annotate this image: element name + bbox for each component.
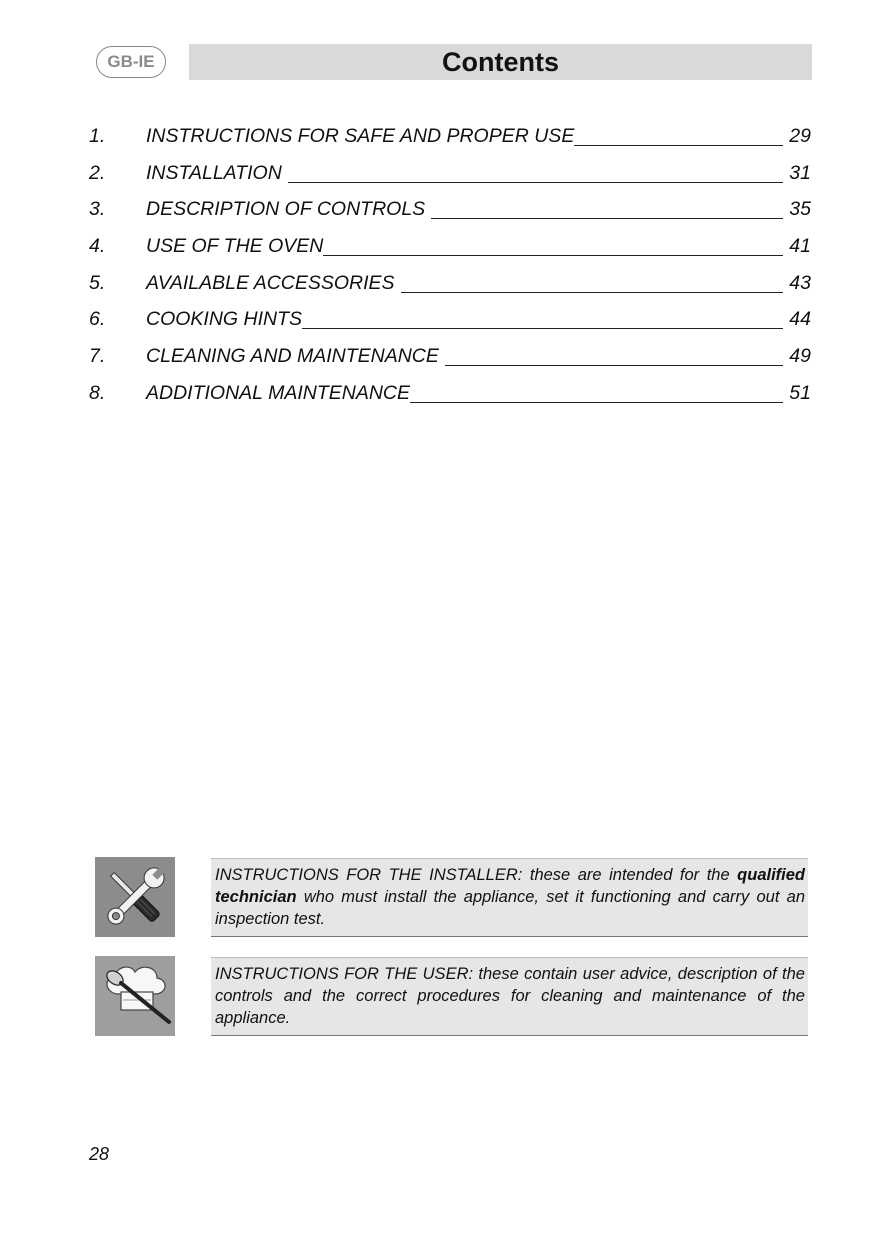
toc-entry-page: 49	[789, 345, 811, 368]
toc-entry-title: DESCRIPTION OF CONTROLS	[146, 198, 426, 221]
installer-instructions-note	[211, 858, 808, 937]
toc-entry-title: INSTRUCTIONS FOR SAFE AND PROPER USE	[146, 125, 575, 147]
toc-entry-number: 4.	[89, 235, 106, 258]
toc-leader-line	[431, 218, 783, 219]
wrench-screwdriver-icon	[95, 857, 175, 937]
toc-entry-page: 41	[789, 235, 811, 258]
toc-leader-line	[410, 402, 783, 403]
toc-entry[interactable]	[89, 155, 811, 192]
installer-note-emphasis: qualified technician	[215, 866, 805, 906]
toc-entry-number: 6.	[89, 308, 106, 331]
title-bar	[189, 44, 812, 80]
toc-entry-number: 8.	[89, 381, 106, 404]
language-badge: GB-IE	[96, 46, 166, 78]
toc-entry-page: 44	[789, 308, 811, 331]
toc-entry[interactable]	[89, 375, 811, 412]
toc-entry-title: COOKING HINTS	[146, 308, 303, 331]
table-of-contents	[89, 118, 811, 412]
toc-entry-number: 1.	[89, 125, 106, 147]
toc-entry-title: USE OF THE OVEN	[146, 235, 324, 258]
toc-entry[interactable]	[89, 338, 811, 375]
toc-entry-page: 31	[789, 161, 811, 184]
toc-entry-title: CLEANING AND MAINTENANCE	[146, 345, 439, 368]
toc-entry-number: 5.	[89, 271, 106, 294]
toc-leader-line	[288, 182, 783, 183]
toc-entry[interactable]	[89, 301, 811, 338]
toc-leader-line	[401, 292, 784, 293]
toc-entry-number: 3.	[89, 198, 106, 221]
toc-entry-title: INSTALLATION	[146, 161, 282, 184]
toc-entry[interactable]	[89, 118, 811, 155]
toc-leader-line	[323, 255, 783, 256]
page-number: 28	[89, 1144, 110, 1164]
installer-note-text-continued: who must install the appliance, set it functioning and carry out an inspection test.	[215, 888, 805, 928]
toc-entry-page: 35	[789, 198, 811, 221]
installer-note-text: INSTRUCTIONS FOR THE INSTALLER: these are intended for the	[215, 866, 738, 884]
page-title: Contents	[442, 46, 559, 77]
toc-entry-page: 43	[789, 271, 811, 294]
chef-spoon-icon	[95, 956, 175, 1036]
toc-entry[interactable]	[89, 228, 811, 265]
toc-entry-page: 51	[789, 381, 811, 404]
toc-entry-number: 7.	[89, 345, 106, 368]
toc-entry[interactable]	[89, 191, 811, 228]
toc-leader-line	[574, 145, 783, 146]
toc-entry-number: 2.	[89, 161, 106, 184]
toc-leader-line	[445, 365, 783, 366]
toc-entry-page: 29	[789, 125, 811, 147]
user-instructions-note	[211, 957, 808, 1036]
toc-entry-title: AVAILABLE ACCESSORIES	[146, 271, 395, 294]
toc-entry-title: ADDITIONAL MAINTENANCE	[146, 381, 411, 404]
toc-leader-line	[302, 328, 783, 329]
user-note-text: INSTRUCTIONS FOR THE USER: these contain user advice, description of the controls and the correct procedures for cleaning and maintenance of the appliance.	[215, 965, 805, 1027]
toc-entry[interactable]	[89, 265, 811, 302]
